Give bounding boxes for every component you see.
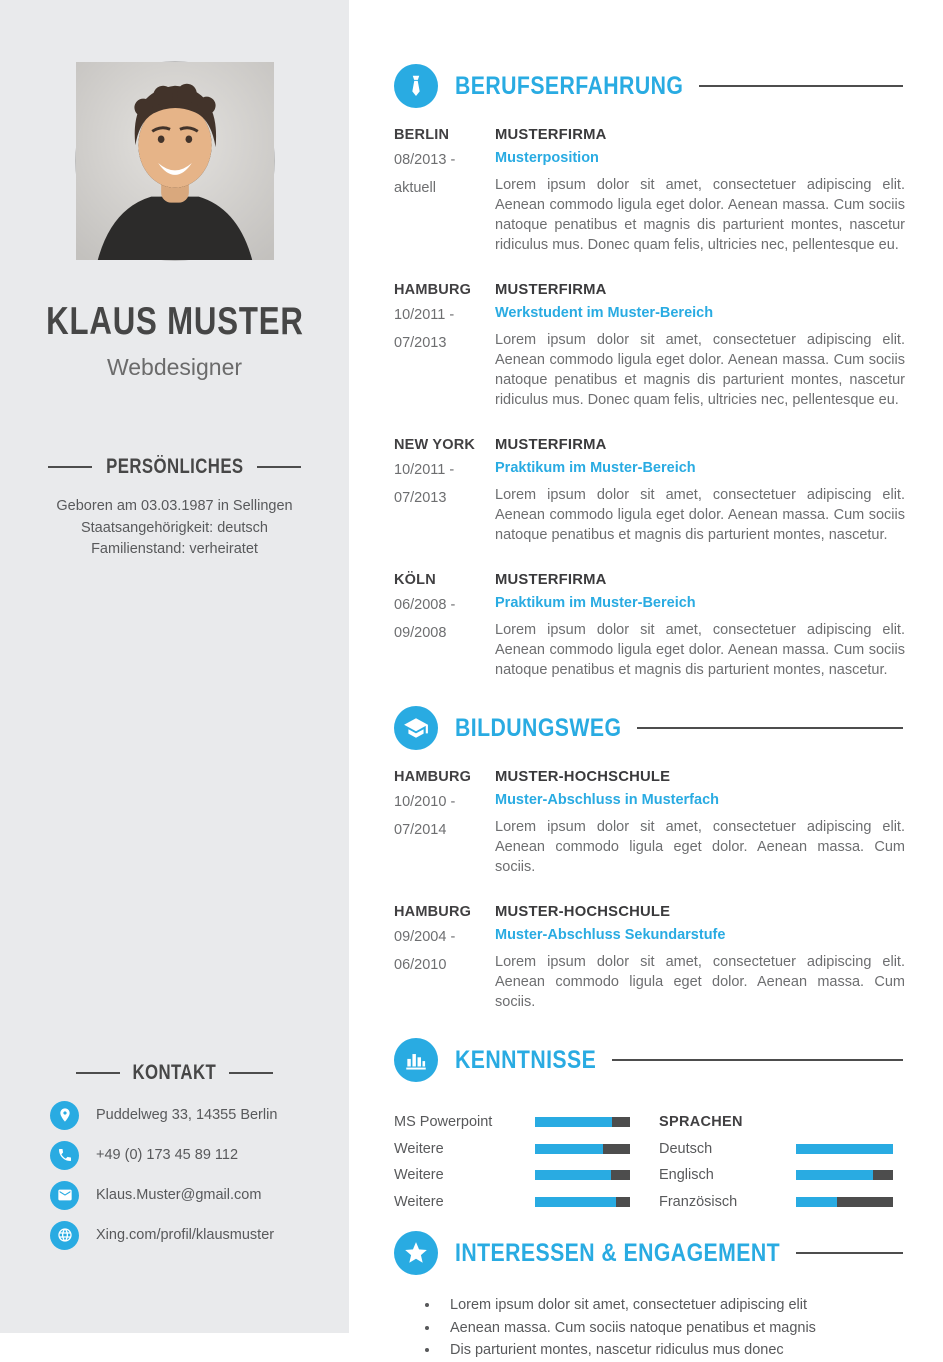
personal-section <box>0 455 349 561</box>
education-entry <box>394 768 905 877</box>
skill-row <box>394 1162 630 1189</box>
entry-position: Musterposition <box>495 150 599 166</box>
divider-line <box>76 1072 120 1074</box>
language-label: Deutsch <box>659 1140 713 1157</box>
skill-bar <box>535 1170 630 1180</box>
interests-section <box>394 1231 905 1362</box>
profile-photo <box>75 61 275 261</box>
experience-entry <box>394 281 905 410</box>
personal-heading: PERSÖNLICHES <box>0 455 349 479</box>
website-text: Xing.com/profil/klausmuster <box>96 1227 275 1243</box>
divider-line <box>257 466 301 468</box>
personal-details <box>0 496 349 561</box>
header-rule <box>699 85 903 87</box>
entry-description: Lorem ipsum dolor sit amet, consectetuer adipiscing elit. Aenean commodo ligula eget dolor. Aenean massa. Cum sociis natoque penatibus et magnis dis parturient montes, nascetur. <box>495 487 905 543</box>
entry-city: HAMBURG <box>394 904 472 920</box>
experience-section <box>394 64 905 680</box>
skill-label: MS Powerpoint <box>394 1114 493 1131</box>
interests-header <box>394 1231 905 1275</box>
entry-detail <box>495 436 905 545</box>
entry-description: Lorem ipsum dolor sit amet, consectetuer adipiscing elit. Aenean commodo ligula eget dolor. Aenean massa. Cum sociis natoque penatibus et magnis dis parturient montes, nascetur ridiculus mus. Donec quam felis, ultricies nec, pellentesque eu. <box>495 177 905 253</box>
entry-detail <box>495 571 905 680</box>
experience-entry <box>394 571 905 680</box>
contact-list <box>0 1101 349 1250</box>
skill-row <box>659 1136 893 1163</box>
skill-bar <box>535 1144 630 1154</box>
skills-column-left <box>394 1109 630 1215</box>
entry-date-end: 09/2008 <box>394 625 447 641</box>
entry-description: Lorem ipsum dolor sit amet, consectetuer adipiscing elit. Aenean commodo ligula eget dolor. Aenean massa. Cum sociis natoque penatibus et magnis dis parturient montes, nascetur ridiculus mus. Donec quam felis, ultricies nec, pellentesque eu. <box>495 332 905 408</box>
entry-position: Werkstudent im Muster-Bereich <box>495 305 714 321</box>
skill-row <box>659 1189 893 1216</box>
entry-meta <box>394 768 495 877</box>
marital-status-info: Familienstand: verheiratet <box>91 541 258 557</box>
skill-bar-fill <box>796 1170 873 1180</box>
entry-date-start: 09/2004 - <box>394 929 456 945</box>
job-title: Webdesigner <box>106 354 243 380</box>
experience-title: BERUFSERFAHRUNG <box>455 71 684 100</box>
skill-row <box>394 1189 630 1216</box>
language-label: Englisch <box>659 1167 714 1184</box>
experience-entry <box>394 436 905 545</box>
entry-date-end: 07/2013 <box>394 490 447 506</box>
entry-description: Lorem ipsum dolor sit amet, consectetuer adipiscing elit. Aenean commodo ligula eget dolor. Aenean massa. Cum sociis. <box>495 954 905 1010</box>
entry-date-end: aktuell <box>394 180 436 196</box>
skill-bar <box>796 1170 893 1180</box>
entry-city: NEW YORK <box>394 437 476 453</box>
skill-bar-fill <box>535 1117 612 1127</box>
entry-meta <box>394 571 495 680</box>
experience-entry <box>394 126 905 255</box>
entry-company: MUSTERFIRMA <box>495 437 607 453</box>
header-rule <box>796 1252 903 1254</box>
star-icon <box>394 1231 438 1275</box>
entry-meta <box>394 436 495 545</box>
skill-bar-fill <box>796 1144 893 1154</box>
tie-icon <box>394 64 438 108</box>
graduation-cap-icon <box>394 706 438 750</box>
divider-line <box>229 1072 273 1074</box>
skills-column-right <box>659 1109 893 1215</box>
entry-detail <box>495 281 905 410</box>
birth-info: Geboren am 03.03.1987 in Sellingen <box>56 498 293 514</box>
entry-position: Praktikum im Muster-Bereich <box>495 595 696 611</box>
skills-grid <box>394 1109 905 1215</box>
skills-title: KENNTNISSE <box>455 1045 597 1074</box>
interests-title: INTERESSEN & ENGAGEMENT <box>455 1238 781 1267</box>
interest-item: • Dis parturient montes, nascetur ridiculus mus donec <box>440 1339 905 1362</box>
contact-website-row <box>50 1221 349 1250</box>
entry-degree: Muster-Abschluss Sekundarstufe <box>495 927 726 943</box>
language-label: Französisch <box>659 1193 738 1210</box>
contact-phone-row <box>50 1141 349 1170</box>
nationality-info: Staatsangehörigkeit: deutsch <box>80 519 268 536</box>
entry-degree: Muster-Abschluss in Musterfach <box>495 792 719 808</box>
entry-company: MUSTERFIRMA <box>495 282 607 298</box>
entry-date-start: 10/2011 - <box>394 307 455 323</box>
email-icon <box>50 1181 79 1210</box>
contact-section <box>0 1061 349 1250</box>
entry-meta <box>394 281 495 410</box>
phone-icon <box>50 1141 79 1170</box>
interests-list <box>394 1294 905 1362</box>
entry-meta <box>394 903 495 1012</box>
skills-header <box>394 1038 905 1082</box>
address-text: Puddelweg 33, 14355 Berlin <box>96 1107 278 1123</box>
person-name: KLAUS MUSTER <box>45 300 304 343</box>
entry-school: MUSTER-HOCHSCHULE <box>495 769 671 785</box>
experience-header <box>394 64 905 108</box>
entry-school: MUSTER-HOCHSCHULE <box>495 904 671 920</box>
entry-date-end: 07/2014 <box>394 822 447 838</box>
entry-city: BERLIN <box>394 127 450 143</box>
entry-company: MUSTERFIRMA <box>495 127 607 143</box>
bar-chart-icon <box>394 1038 438 1082</box>
interest-item: • Lorem ipsum dolor sit amet, consectetuer adipiscing elit <box>440 1294 905 1317</box>
entry-meta <box>394 126 495 255</box>
skill-bar <box>796 1197 893 1207</box>
entry-date-start: 10/2011 - <box>394 462 455 478</box>
interest-item: • Aenean massa. Cum sociis natoque penatibus et magnis <box>440 1317 905 1340</box>
entry-position: Praktikum im Muster-Bereich <box>495 460 696 476</box>
entry-date-start: 08/2013 - <box>394 152 456 168</box>
contact-heading: KONTAKT <box>0 1061 349 1085</box>
education-title: BILDUNGSWEG <box>455 713 622 742</box>
entry-date-start: 10/2010 - <box>394 794 456 810</box>
phone-text: +49 (0) 173 45 89 112 <box>96 1147 239 1163</box>
skill-label: Weitere <box>394 1193 444 1210</box>
entry-date-end: 06/2010 <box>394 957 447 973</box>
globe-icon <box>50 1221 79 1250</box>
entry-description: Lorem ipsum dolor sit amet, consectetuer adipiscing elit. Aenean commodo ligula eget dolor. Aenean massa. Cum sociis. <box>495 819 905 875</box>
divider-line <box>48 466 92 468</box>
skill-bar <box>535 1117 630 1127</box>
skill-bar <box>535 1197 630 1207</box>
entry-company: MUSTERFIRMA <box>495 572 607 588</box>
skill-label: Weitere <box>394 1140 444 1157</box>
education-header <box>394 706 905 750</box>
sidebar <box>0 0 349 1333</box>
skills-section <box>394 1038 905 1215</box>
contact-email-row <box>50 1181 349 1210</box>
header-rule <box>637 727 903 729</box>
contact-address-row <box>50 1101 349 1130</box>
main-content <box>349 0 943 1358</box>
education-entry <box>394 903 905 1012</box>
entry-city: KÖLN <box>394 572 436 588</box>
entry-city: HAMBURG <box>394 282 472 298</box>
entry-detail <box>495 903 905 1012</box>
profile-photo-illustration <box>76 62 274 260</box>
header-rule <box>612 1059 903 1061</box>
entry-city: HAMBURG <box>394 769 472 785</box>
skill-row <box>394 1136 630 1163</box>
education-section <box>394 706 905 1012</box>
entry-date-end: 07/2013 <box>394 335 447 351</box>
entry-date-start: 06/2008 - <box>394 597 456 613</box>
skill-bar-fill <box>535 1170 611 1180</box>
entry-description: Lorem ipsum dolor sit amet, consectetuer adipiscing elit. Aenean commodo ligula eget dolor. Aenean massa. Cum sociis natoque penatibus et magnis dis parturient montes, nascetur. <box>495 622 905 678</box>
skill-bar-fill <box>535 1197 616 1207</box>
languages-heading-row <box>659 1109 893 1136</box>
languages-heading: SPRACHEN <box>659 1114 743 1131</box>
skill-row <box>659 1162 893 1189</box>
skill-bar-fill <box>535 1144 603 1154</box>
skill-bar-fill <box>796 1197 837 1207</box>
location-pin-icon <box>50 1101 79 1130</box>
skill-label: Weitere <box>394 1167 444 1184</box>
skill-row <box>394 1109 630 1136</box>
entry-detail <box>495 768 905 877</box>
email-text: Klaus.Muster@gmail.com <box>96 1187 262 1203</box>
skill-bar <box>796 1144 893 1154</box>
entry-detail <box>495 126 905 255</box>
